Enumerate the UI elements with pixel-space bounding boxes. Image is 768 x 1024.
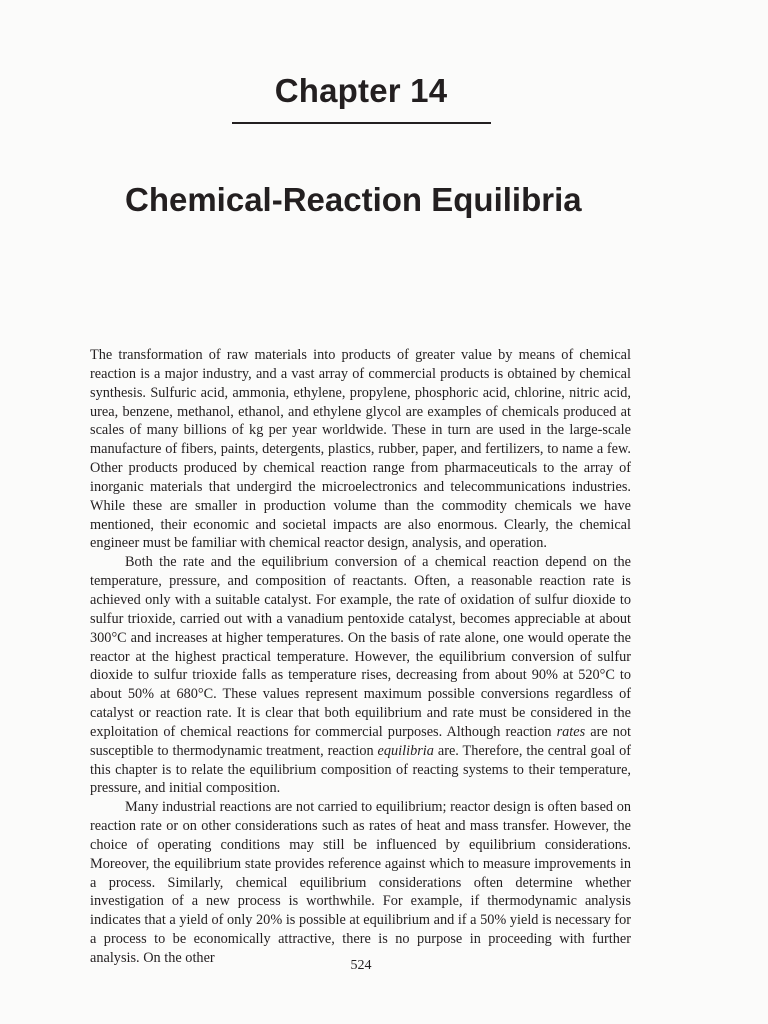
italic-run: rates [556, 723, 586, 740]
italic-run: equilibria [377, 742, 434, 759]
text-run: are. Therefore, the central goal of this chapter is to relate the equilibrium composition of reacting systems to their temperature, pressure, and initial composition. [90, 742, 631, 797]
page-number: 524 [350, 958, 372, 973]
chapter-divider [232, 122, 491, 124]
text-run: Both the rate and the equilibrium conversion of a chemical reaction depend on the temperature, pressure, and composition of reactants. Often, a reasonable reaction rate is achieved only with a suitable catalyst. For example, the rate of oxidation of sulfur dioxide to sulfur trioxide, carried out with a vanadium pentoxide catalyst, becomes appreciable at about 300°C and increases at higher temperatures. On the basis of rate alone, one would operate the reactor at the highest practical temperature. However, the equilibrium conversion of sulfur dioxide to sulfur trioxide falls as temperature rises, decreasing from about 90% at 520°C to about 50% at 680°C. These values represent maximum possible conversions regardless of catalyst or reaction rate. It is clear that both equilibrium and rate must be considered in the exploitation of chemical reactions for commercial purposes. Although reaction [90, 554, 631, 740]
chapter-label: Chapter 14 [274, 72, 448, 109]
text-run: The transformation of raw materials into products of greater value by means of chemical reaction is a major industry, and a vast array of commercial products is obtained by chemical synthesis. Sulfuric acid, ammonia, ethylene, propylene, phosphoric acid, chlorine, nitric acid, urea, benzene, methanol, ethanol, and ethylene glycol are examples of chemicals produced at scales of many billions of kg per year worldwide. These in turn are used in the large-scale manufacture of fibers, paints, detergents, plastics, rubber, paper, and fertilizers, to name a few. Other products produced by chemical reaction range from pharmaceuticals to the array of inorganic materials that undergird the microelectronics and telecommunications industries. While these are smaller in production volume than the commodity chemicals we have mentioned, their economic and societal impacts are also enormous. Clearly, the chemical engineer must be familiar with chemical reactor design, analysis, and operation. [90, 347, 631, 552]
body-paragraph [90, 798, 631, 968]
body-paragraph [90, 553, 631, 798]
text-run: are not susceptible to thermodynamic treatment, reaction [90, 723, 631, 759]
body-text [90, 346, 631, 968]
chapter-title: Chemical-Reaction Equilibria [125, 181, 582, 218]
text-run: Many industrial reactions are not carried to equilibrium; reactor design is often based on reaction rate or on other considerations such as rates of heat and mass transfer. However, the choice of operating conditions may still be influenced by equilibrium considerations. Moreover, the equilibrium state provides reference against which to measure improvements in a process. Similarly, chemical equilibrium considerations often determine whether investigation of a new process is worthwhile. For example, if thermodynamic analysis indicates that a yield of only 20% is possible at equilibrium and if a 50% yield is necessary for a process to be economically attractive, there is no purpose in proceeding with further analysis. On the other [90, 799, 631, 966]
body-paragraph [90, 346, 631, 553]
